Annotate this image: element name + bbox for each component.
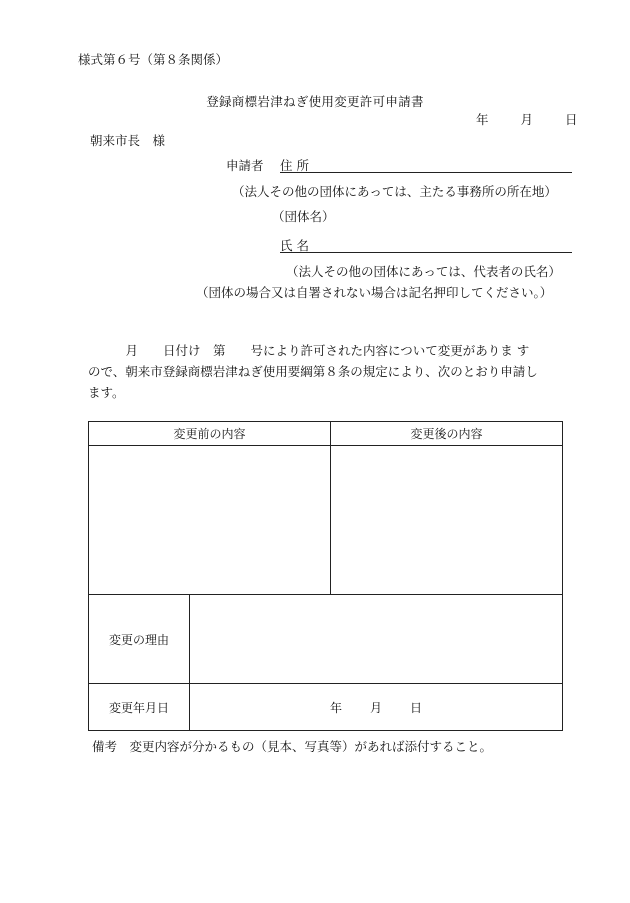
change-table (88, 421, 563, 731)
applicant-label: 申請者 (226, 158, 264, 173)
change-reason-cell[interactable] (190, 595, 563, 684)
application-body (88, 340, 574, 403)
seal-note: （団体の場合又は自署されない場合は記名押印してください。） (196, 285, 553, 300)
remarks: 備考 変更内容が分かるもの（見本、写真等）があれば添付すること。 (92, 739, 493, 754)
date-year-label: 年 (476, 112, 489, 127)
after-content-cell[interactable] (331, 446, 563, 595)
document-title: 登録商標岩津ねぎ使用変更許可申請書 (206, 94, 424, 109)
change-date-day: 日 (410, 700, 423, 715)
date-month-label: 月 (520, 112, 534, 127)
organization-name-label: （団体名） (272, 209, 335, 224)
change-date-month: 月 (370, 700, 383, 715)
name-field-line[interactable] (280, 252, 572, 253)
body-line-3: ます。 (88, 385, 125, 400)
application-date (476, 110, 578, 128)
address-note: （法人その他の団体にあっては、主たる事務所の所在地） (232, 184, 557, 199)
name-note: （法人その他の団体にあっては、代表者の氏名） (286, 264, 561, 279)
change-reason-label: 変更の理由 (89, 595, 190, 684)
change-date-cell[interactable] (190, 684, 563, 731)
body-line-1: 月 日付け 第 号により許可された内容について変更がありま す (88, 343, 530, 358)
after-content-header: 変更後の内容 (331, 422, 563, 446)
date-day-label: 日 (565, 112, 578, 127)
form-number: 様式第６号（第８条関係） (78, 52, 229, 67)
address-field-line[interactable] (280, 172, 572, 173)
change-date-label: 変更年月日 (89, 684, 190, 731)
before-content-header: 変更前の内容 (89, 422, 331, 446)
address-label: 住所 (280, 158, 314, 173)
name-label: 氏名 (280, 238, 314, 253)
addressee: 朝来市長 様 (90, 133, 166, 148)
before-content-cell[interactable] (89, 446, 331, 595)
change-date-year: 年 (329, 700, 342, 715)
body-line-2: ので、朝来市登録商標岩津ねぎ使用要綱第８条の規定により、次のとおり申請し (88, 364, 538, 379)
